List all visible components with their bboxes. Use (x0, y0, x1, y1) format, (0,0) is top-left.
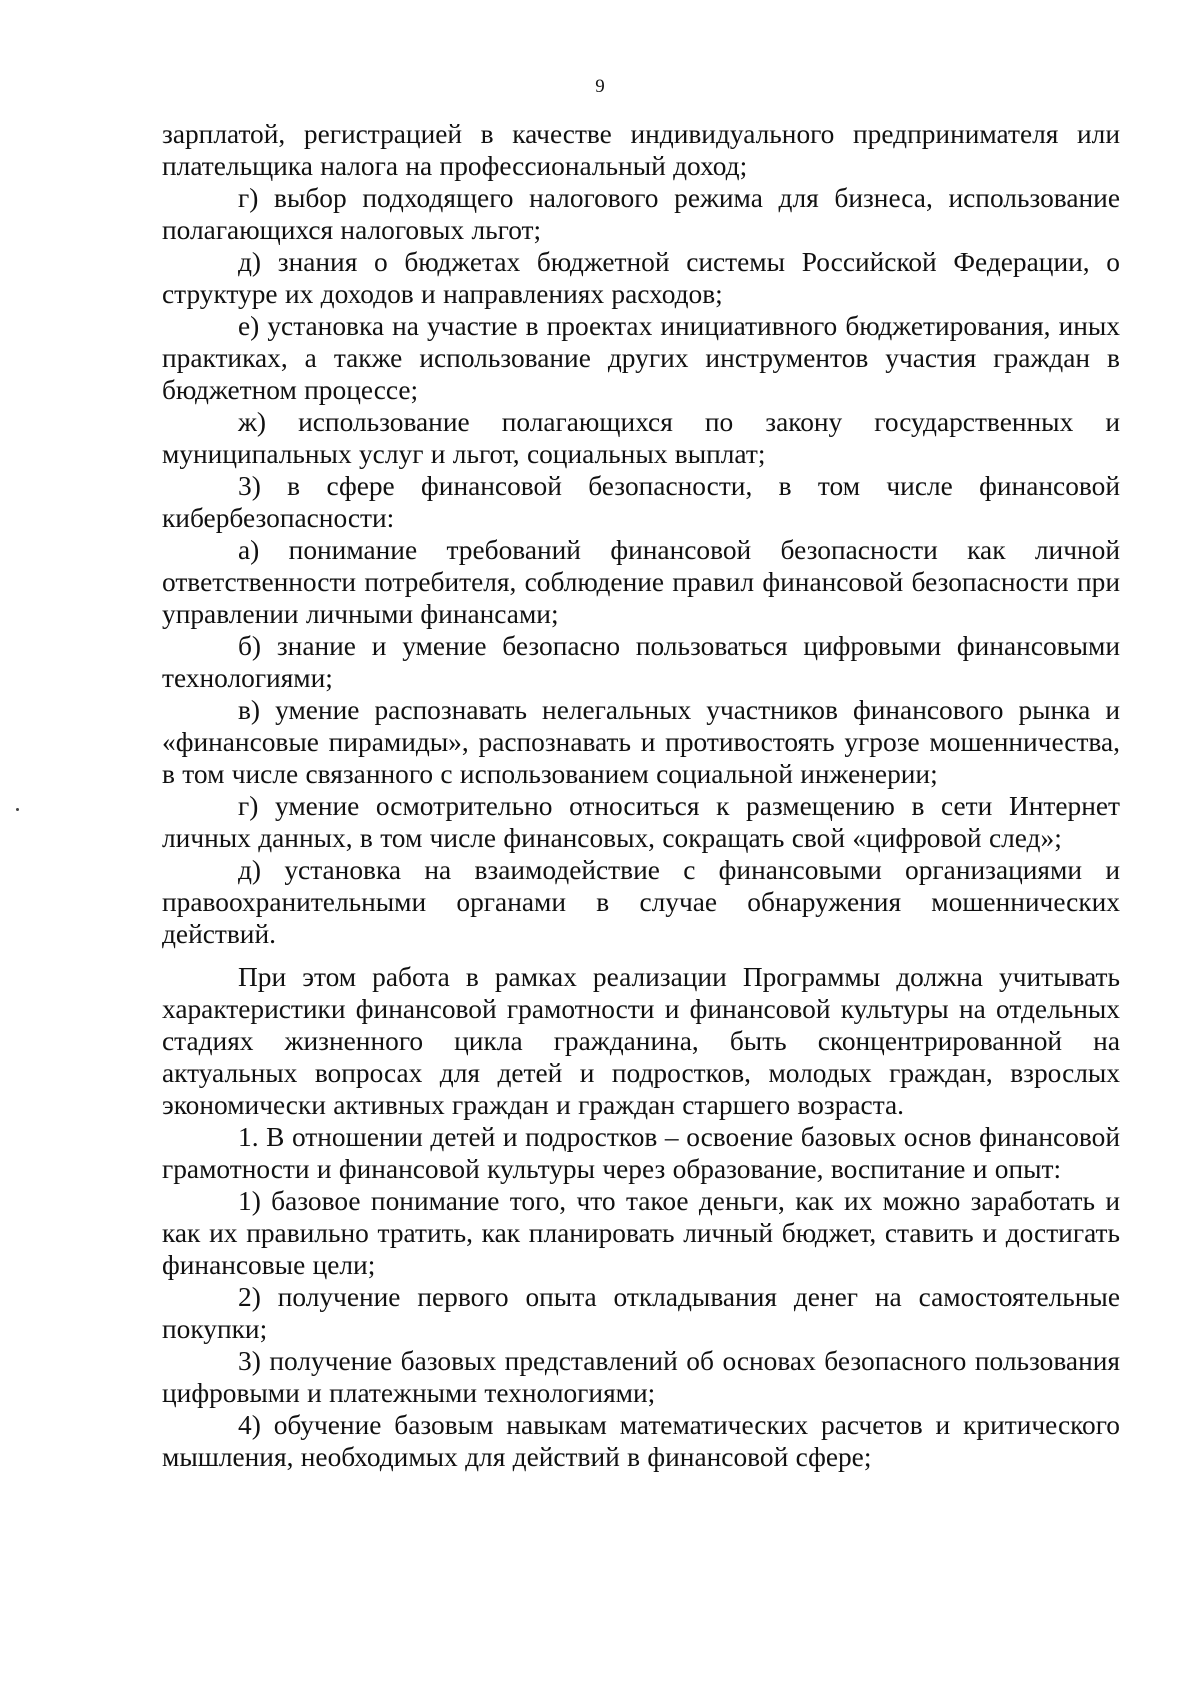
paragraph-item-zh-public-services: ж) использование полагающихся по закону государственных и муниципальных услуг и льгот, социальных выплат; (162, 407, 1120, 469)
paragraph-item-e-initiative-budgeting: е) установка на участие в проектах инициативного бюджетирования, иных практиках, а также использование других инструментов участия граждан в бюджетном процессе; (162, 311, 1120, 405)
paragraph-item-a-security-responsibility: а) понимание требований финансовой безопасности как личной ответственности потребителя, соблюдение правил финансовой безопасности при управлении личными финансами; (162, 535, 1120, 629)
paragraph-section-1-children: 1. В отношении детей и подростков – освоение базовых основ финансовой грамотности и финансовой культуры через образование, воспитание и опыт: (162, 1122, 1120, 1184)
paragraph-item-d-cooperation: д) установка на взаимодействие с финансовыми организациями и правоохранительными органами в случае обнаружения мошеннических действий. (162, 855, 1120, 949)
paragraph-section-3-financial-security: 3) в сфере финансовой безопасности, в том числе финансовой кибербезопасности: (162, 471, 1120, 533)
paragraph-program-life-cycle: При этом работа в рамках реализации Программы должна учитывать характеристики финансовой грамотности и финансовой культуры на отдельных стадиях жизненного цикла гражданина, быть сконцентрированной на актуальных вопросах для детей и подростков, молодых граждан, взрослых экономически активных граждан и граждан старшего возраста. (162, 962, 1120, 1120)
document-body (162, 118, 1120, 1473)
paragraph-item-v-fraud-recognition: в) умение распознавать нелегальных участников финансового рынка и «финансовые пирамиды», распознавать и противостоять угрозе мошенничества, в том числе связанного с использованием социальной инженерии; (162, 695, 1120, 789)
paragraph-item-d-budget-knowledge: д) знания о бюджетах бюджетной системы Российской Федерации, о структуре их доходов и направлениях расходов; (162, 247, 1120, 309)
paragraph-item-g-digital-footprint: г) умение осмотрительно относиться к размещению в сети Интернет личных данных, в том числе финансовых, сокращать свой «цифровой след»; (162, 791, 1120, 853)
paragraph-item-3-payment-technologies: 3) получение базовых представлений об основах безопасного пользования цифровыми и платежными технологиями; (162, 1346, 1120, 1408)
paragraph-item-b-digital-technologies: б) знание и умение безопасно пользоваться цифровыми финансовыми технологиями; (162, 631, 1120, 693)
paragraph-item-2-saving-experience: 2) получение первого опыта откладывания денег на самостоятельные покупки; (162, 1282, 1120, 1344)
paragraph-item-g-tax-regime: г) выбор подходящего налогового режима для бизнеса, использование полагающихся налоговых льгот; (162, 183, 1120, 245)
paragraph-item-1-money-basics: 1) базовое понимание того, что такое деньги, как их можно заработать и как их правильно тратить, как планировать личный бюджет, ставить и достигать финансовые цели; (162, 1186, 1120, 1280)
page-number: 9 (595, 76, 605, 97)
scan-speck (16, 808, 19, 811)
paragraph-item-4-math-skills: 4) обучение базовым навыкам математических расчетов и критического мышления, необходимых для действий в финансовой сфере; (162, 1410, 1120, 1472)
paragraph-continuation: зарплатой, регистрацией в качестве индивидуального предпринимателя или плательщика налога на профессиональный доход; (162, 119, 1120, 181)
